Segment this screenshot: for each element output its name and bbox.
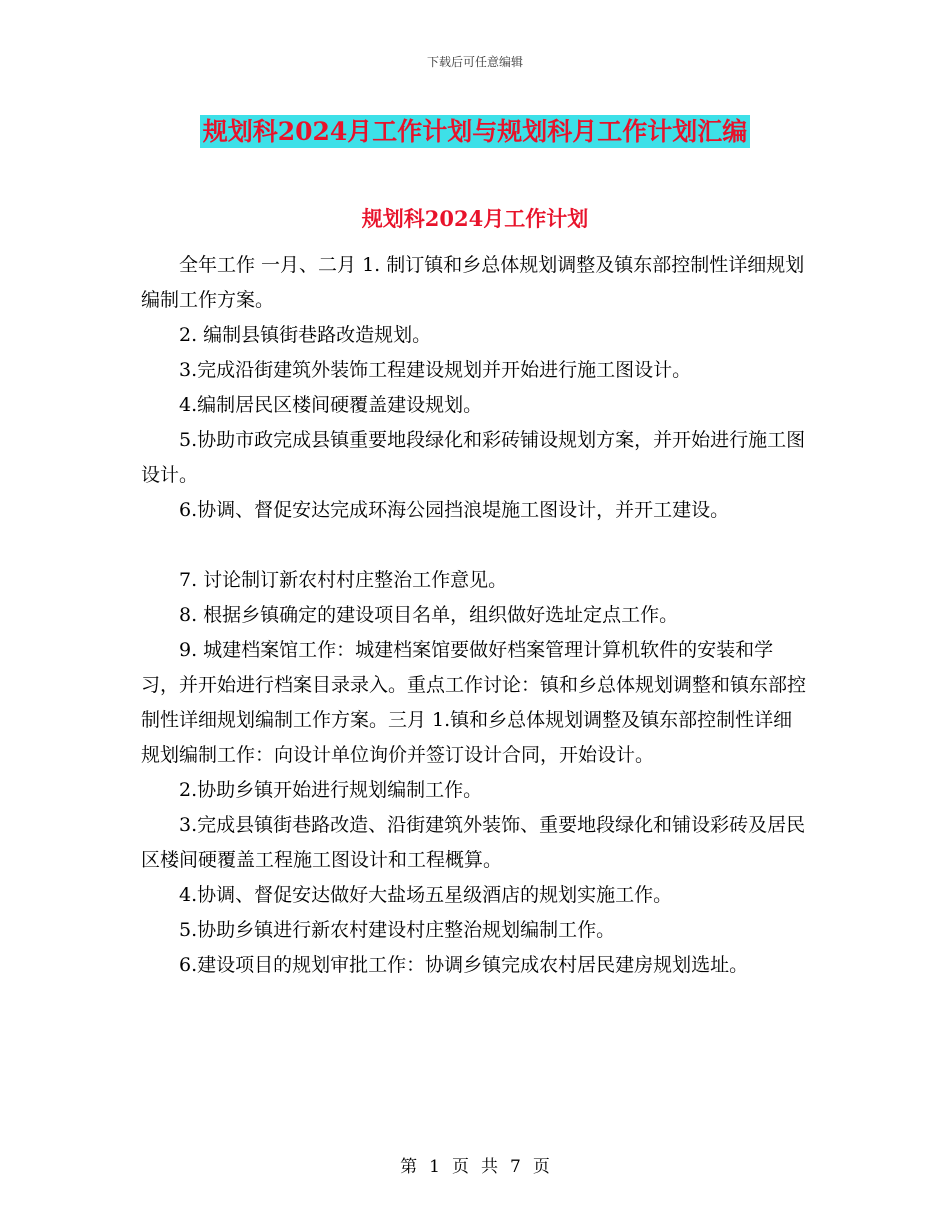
document-title-text: 规划科2024月工作计划与规划科月工作计划汇编 [200, 115, 751, 148]
paragraph: 4.协调、督促安达做好大盐场五星级酒店的规划实施工作。 [179, 884, 673, 906]
paragraph: 8. 根据乡镇确定的建设项目名单，组织做好选址定点工作。 [179, 604, 679, 626]
footer-ye2: 页 [532, 1157, 550, 1177]
paragraph: 3.完成沿街建筑外装饰工程建设规划并开始进行施工图设计。 [179, 359, 692, 381]
header-note: 下载后可任意编辑 [426, 55, 523, 69]
footer-total-pages: 7 [510, 1157, 521, 1177]
paragraph: 5.协助市政完成县镇重要地段绿化和彩砖铺设规划方案，并开始进行施工图设计。 [141, 429, 806, 486]
paragraph: 3.完成县镇街巷路改造、沿街建筑外装饰、重要地段绿化和铺设彩砖及居民区楼间硬覆盖工程施工图设计和工程概算。 [141, 814, 806, 871]
document-title [0, 112, 950, 148]
paragraph: 全年工作 一月、二月 1. 制订镇和乡总体规划调整及镇东部控制性详细规划编制工作方案。 [141, 254, 805, 311]
paragraph: 2. 编制县镇街巷路改造规划。 [179, 324, 432, 346]
paragraph: 2.协助乡镇开始进行规划编制工作。 [179, 779, 483, 801]
paragraph: 9. 城建档案馆工作：城建档案馆要做好档案管理计算机软件的安装和学习，并开始进行档案目录录入。重点工作讨论：镇和乡总体规划调整和镇东部控制性详细规划编制工作方案。三月 1.镇和乡总体规划调整及镇东部控制性详细规划编制工作：向设计单位询价并签订设计合同，开始设计。 [141, 639, 807, 766]
document-body [141, 248, 809, 983]
footer-di: 第 [400, 1157, 418, 1177]
paragraph: 6.建设项目的规划审批工作：协调乡镇完成农村居民建房规划选址。 [179, 954, 749, 976]
footer-page-number: 1 [429, 1157, 440, 1177]
paragraph: 5.协助乡镇进行新农村建设村庄整治规划编制工作。 [179, 919, 616, 941]
footer-gong: 共 [481, 1157, 498, 1177]
paragraph: 4.编制居民区楼间硬覆盖建设规划。 [179, 394, 483, 416]
page-footer [0, 1152, 950, 1177]
paragraph: 7. 讨论制订新农村村庄整治工作意见。 [179, 569, 508, 591]
footer-ye: 页 [452, 1157, 469, 1177]
paragraph: 6.协调、督促安达完成环海公园挡浪堤施工图设计，并开工建设。 [179, 499, 730, 521]
section-title: 规划科2024月工作计划 [361, 206, 589, 231]
